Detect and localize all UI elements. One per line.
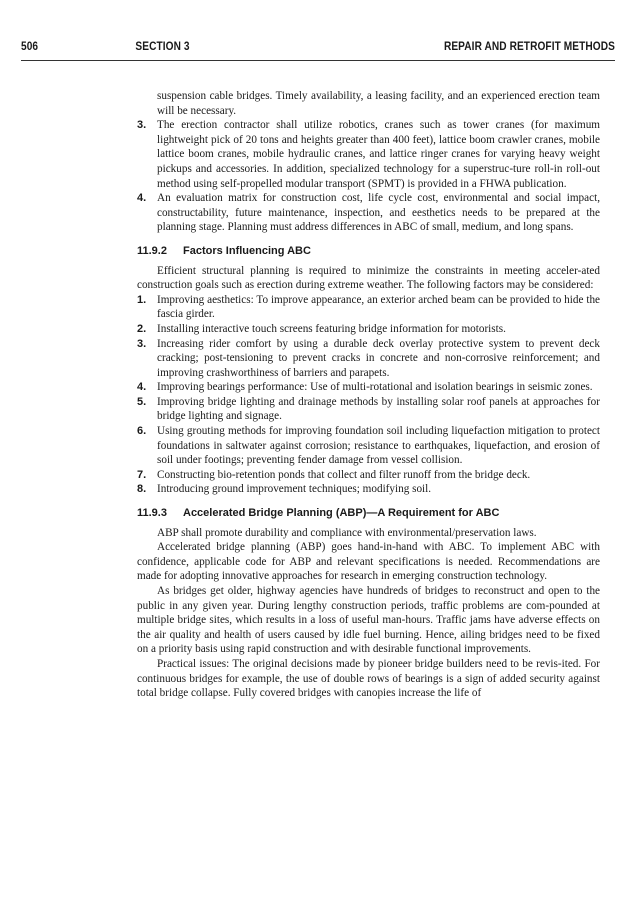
list-text: Installing interactive touch screens featuring bridge information for motorists.: [157, 322, 506, 335]
list-item: [137, 293, 600, 322]
list-number: 6.: [137, 425, 147, 438]
header-rule: [21, 60, 615, 61]
list-number: 7.: [137, 468, 147, 481]
list-number: 4.: [137, 192, 147, 205]
list-item: [137, 337, 600, 381]
paragraph: ABP shall promote durability and compliance with environmental/preservation laws.: [157, 526, 537, 539]
list-number: 2.: [137, 322, 147, 335]
section-title: Factors Influencing ABC: [183, 244, 311, 257]
list-text: Using grouting methods for improving foundation soil including liquefaction mitigation to protect foundations in saltwater against corrosion; resistance to earthquakes, liquefaction, and erosion of soil under footings; preventing fender damage from vessel collision.: [157, 425, 600, 467]
list-number: 3.: [137, 337, 147, 350]
list-item: [137, 424, 600, 468]
list-item: [137, 468, 600, 483]
list-text: Constructing bio-retention ponds that collect and filter runoff from the bridge deck.: [157, 468, 531, 481]
list-number: 8.: [137, 483, 147, 496]
list-number: 3.: [137, 119, 147, 132]
chapter-title: REPAIR AND RETROFIT METHODS: [443, 41, 615, 53]
section-intro: Efficient structural planning is required to minimize the constraints in meeting acceler-ated construction goals such as erection during extreme weather. The following factors may be considered:: [137, 264, 600, 292]
paragraph: Practical issues: The original decisions made by pioneer bridge builders need to be revis-ited. For continuous bridges for example, the use of double rows of bearings is a sign of added security against total bridge collapse. Fully covered bridges with canopies increase the life of: [137, 657, 600, 700]
list-item: [137, 395, 600, 424]
section-heading-11-9-2: [137, 244, 600, 259]
list-item: [137, 380, 600, 395]
running-header: [21, 41, 615, 57]
list-text: An evaluation matrix for construction cost, life cycle cost, environmental and social impact, constructability, future maintenance, inspection, and eesthetics needs to be prepared at the planning stage. Planning must address differences in ABC of small, medium, and long spans.: [157, 192, 600, 234]
section-number: 11.9.2: [137, 244, 167, 257]
list-text: Improving bearings performance: Use of multi-rotational and isolation bearings in seismic zones.: [157, 381, 593, 394]
list-text: Improving aesthetics: To improve appearance, an exterior arched beam can be provided to hide the fascia girder.: [157, 293, 600, 321]
list-item: [137, 322, 600, 337]
page-number: 506: [21, 41, 39, 53]
list-text: Introducing ground improvement techniques; modifying soil.: [157, 483, 432, 496]
continuation-text: suspension cable bridges. Timely availability, a leasing facility, and an experienced erection team will be necessary.: [157, 90, 600, 117]
list-item: [137, 482, 600, 497]
section-number: 11.9.3: [137, 507, 167, 520]
section-heading-11-9-3: [137, 506, 600, 521]
list-number: 5.: [137, 395, 147, 408]
list-item: [137, 191, 600, 235]
list-text: Improving bridge lighting and drainage methods by installing solar roof panels at approaches for bridge lighting and signage.: [157, 395, 600, 423]
page-body: [137, 89, 600, 701]
list-text: The erection contractor shall utilize robotics, cranes such as tower cranes (for maximum lightweight pick of 20 tons and heights greater than 400 feet), lattice boom crawler cranes, mobile lattice boom cranes, mobile hydraulic cranes, and lattice ringer cranes for varying heavy weight pickups and accessories. In addition, specialized technology for a superstruc-ture roll-in roll-out method using self-propelled modular transport (SPMT) is provided in a FHWA publication.: [157, 119, 600, 190]
list-text: Increasing rider comfort by using a durable deck overlay protective system to prevent deck cracking; post-tensioning to prevent cracks in concrete and non-corrosive reinforcement; and improving crashworthiness of barriers and parapets.: [157, 337, 600, 379]
section-label: SECTION 3: [135, 41, 190, 53]
list-number: 1.: [137, 293, 147, 306]
section-title: Accelerated Bridge Planning (ABP)—A Requirement for ABC: [183, 507, 500, 520]
paragraph: As bridges get older, highway agencies have hundreds of bridges to reconstruct and open to the public in any given year. During lengthy construction periods, traffic problems are com-pounded at multiple bridge sites, which results in a loss of useful man-hours. Traffic jams have adverse effects on the air quality and health of users caused by idle fuel burning. Hence, ailing bridges need to be fixed on a priority basis using rapid construction and with desirable functional improvements.: [137, 585, 600, 656]
list-number: 4.: [137, 381, 147, 394]
list-item: [137, 118, 600, 191]
paragraph: Accelerated bridge planning (ABP) goes hand-in-hand with ABC. To implement ABC with confidence, applicable code for ABP and relevant specifications is needed. Recommendations are made for adopting innovative approaches for research in emerging construction technology.: [137, 541, 600, 583]
